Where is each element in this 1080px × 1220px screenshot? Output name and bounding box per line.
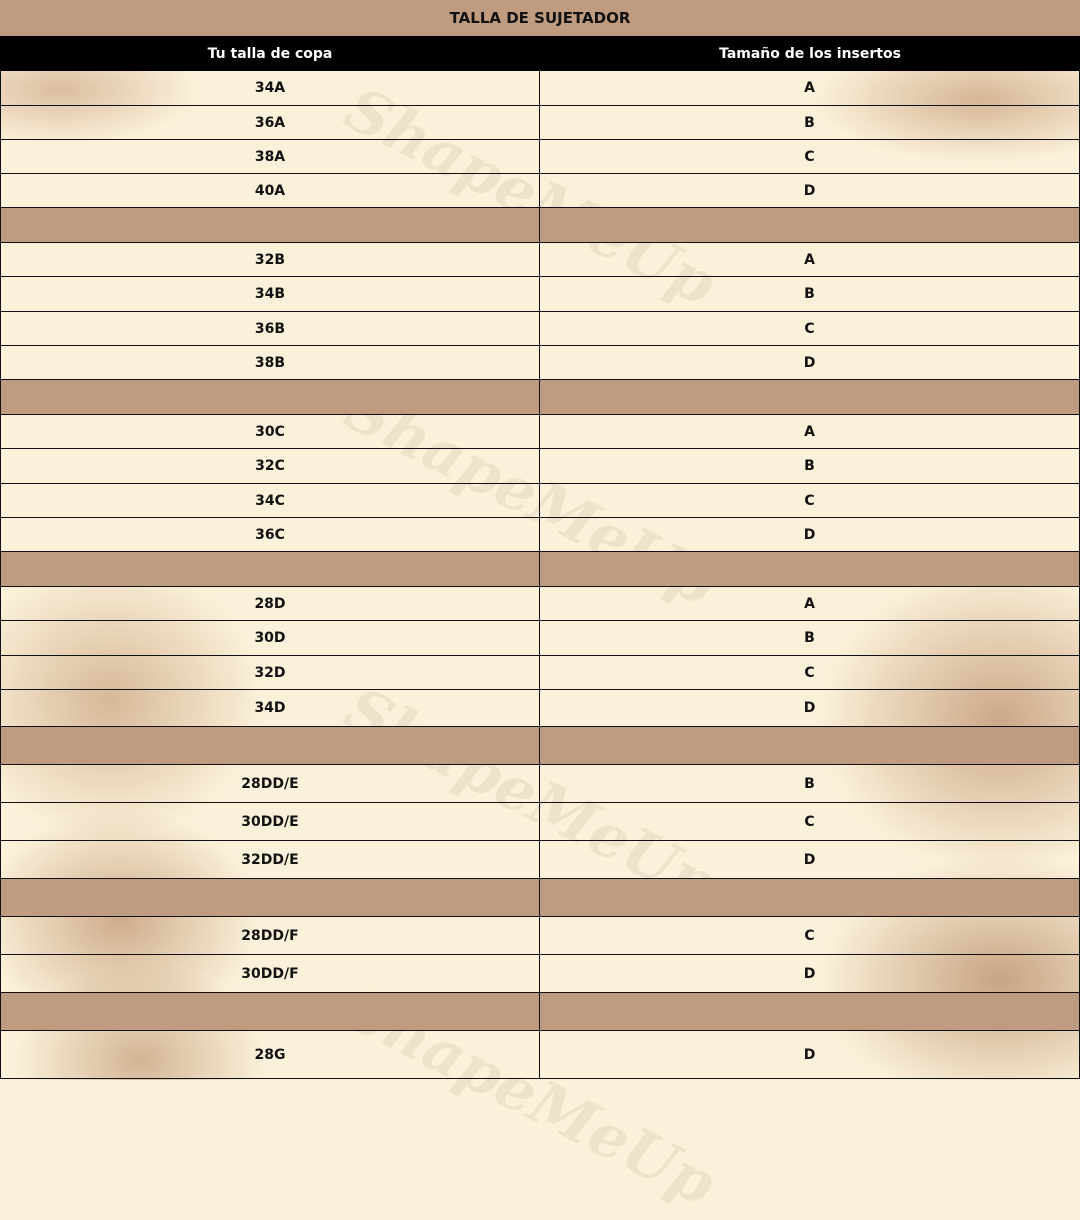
cup-size-cell: 30DD/E: [0, 803, 540, 841]
insert-size-cell: C: [540, 312, 1080, 346]
column-header-insert-size: Tamaño de los insertos: [540, 36, 1080, 71]
cup-size-cell: 34B: [0, 277, 540, 312]
insert-size-cell: A: [540, 71, 1080, 106]
insert-size-cell: B: [540, 277, 1080, 312]
cup-size-cell: 40A: [0, 174, 540, 208]
insert-size-cell: D: [540, 841, 1080, 879]
column-header-cup-size: Tu talla de copa: [0, 36, 540, 71]
insert-size-cell: A: [540, 243, 1080, 277]
cup-size-cell: 28DD/F: [0, 917, 540, 955]
cup-size-cell: 32B: [0, 243, 540, 277]
group-separator-row: [540, 380, 1080, 415]
cup-size-cell: 32D: [0, 656, 540, 690]
insert-size-cell: A: [540, 415, 1080, 449]
insert-size-cell: C: [540, 656, 1080, 690]
group-separator-row: [0, 993, 540, 1031]
cup-size-cell: 36B: [0, 312, 540, 346]
cup-size-cell: 34C: [0, 484, 540, 518]
group-separator-row: [540, 727, 1080, 765]
table-title: TALLA DE SUJETADOR: [0, 0, 1080, 36]
cup-size-cell: 30DD/F: [0, 955, 540, 993]
group-separator-row: [540, 552, 1080, 587]
watermark: ShapeMeUp: [334, 973, 727, 1220]
group-separator-row: [0, 208, 540, 243]
cup-size-cell: 28G: [0, 1031, 540, 1079]
cup-size-cell: 36C: [0, 518, 540, 552]
insert-size-cell: D: [540, 346, 1080, 380]
insert-size-cell: B: [540, 106, 1080, 140]
insert-size-cell: D: [540, 518, 1080, 552]
insert-size-cell: B: [540, 765, 1080, 803]
insert-size-cell: D: [540, 690, 1080, 727]
group-separator-row: [0, 727, 540, 765]
group-separator-row: [0, 879, 540, 917]
cup-size-cell: 28D: [0, 587, 540, 621]
cup-size-cell: 36A: [0, 106, 540, 140]
cup-size-cell: 30C: [0, 415, 540, 449]
cup-size-cell: 34D: [0, 690, 540, 727]
group-separator-row: [0, 380, 540, 415]
group-separator-row: [540, 993, 1080, 1031]
insert-size-cell: C: [540, 484, 1080, 518]
insert-size-cell: C: [540, 803, 1080, 841]
insert-size-cell: D: [540, 1031, 1080, 1079]
insert-size-cell: C: [540, 917, 1080, 955]
cup-size-cell: 28DD/E: [0, 765, 540, 803]
group-separator-row: [540, 208, 1080, 243]
insert-size-cell: B: [540, 449, 1080, 484]
insert-size-cell: D: [540, 174, 1080, 208]
cup-size-cell: 32C: [0, 449, 540, 484]
cup-size-cell: 32DD/E: [0, 841, 540, 879]
insert-size-cell: B: [540, 621, 1080, 656]
insert-size-cell: A: [540, 587, 1080, 621]
cup-size-cell: 38A: [0, 140, 540, 174]
insert-size-cell: D: [540, 955, 1080, 993]
cup-size-cell: 34A: [0, 71, 540, 106]
group-separator-row: [0, 552, 540, 587]
insert-size-cell: C: [540, 140, 1080, 174]
group-separator-row: [540, 879, 1080, 917]
cup-size-cell: 30D: [0, 621, 540, 656]
cup-size-cell: 38B: [0, 346, 540, 380]
